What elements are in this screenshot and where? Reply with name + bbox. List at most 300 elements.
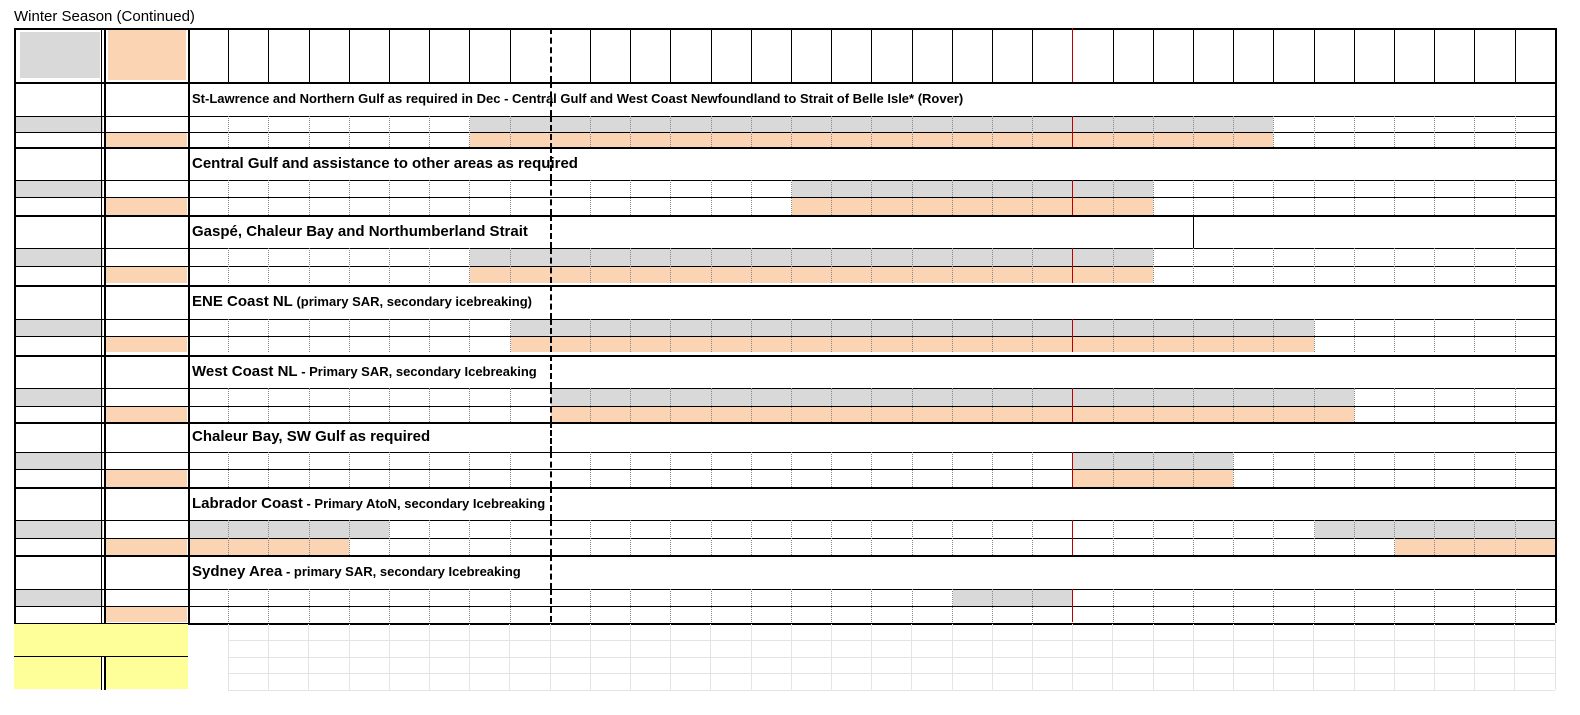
week-header [1153,28,1193,82]
jan-divider [550,422,552,452]
coast-guard-value-bg [105,607,187,622]
category-label [14,422,104,452]
week-divider [1394,520,1395,555]
week-divider [510,388,511,422]
week-divider [1233,520,1234,555]
week-header [912,28,952,82]
week-divider [1113,520,1114,555]
week-divider [1072,319,1073,352]
week-divider [1314,520,1315,555]
header-week-divider [550,28,552,82]
week-divider [349,388,350,422]
week-divider [630,520,631,555]
week-divider [912,589,913,622]
subrow-border [14,606,1555,607]
block-top-border [14,487,1555,489]
week-divider [1394,388,1395,422]
week-divider [349,319,350,352]
week-divider [711,180,712,215]
week-divider [1354,452,1355,487]
description-part: West Coast NL [192,362,298,380]
week-divider [268,520,269,555]
subrow-border [14,197,1555,198]
week-divider [1113,589,1114,622]
week-header [831,28,871,82]
week-divider [590,388,591,422]
description-part: Sydney Area [192,563,283,580]
block-top-border [14,555,1555,557]
week-divider [590,180,591,215]
header-week-divider [791,28,792,82]
blank-grid-line [228,690,1555,691]
week-divider [751,319,752,352]
week-divider [469,116,470,149]
week-divider [871,116,872,149]
header-week-divider [1394,28,1395,82]
subrow-border [14,336,1555,337]
week-divider [1434,388,1435,422]
week-divider [751,520,752,555]
week-divider [228,388,229,422]
week-divider [1434,248,1435,283]
week-divider [1434,520,1435,555]
jan-divider [550,215,552,248]
week-header [1032,28,1072,82]
industry-bar [189,521,389,538]
week-divider [1273,180,1274,215]
week-divider [1072,116,1073,149]
week-divider [992,452,993,487]
week-divider [309,248,310,283]
description-part: Gaspé, Chaleur Bay and Northumberland Strait [192,222,528,240]
coast-guard-value-bg [105,198,187,215]
row-description [192,495,545,513]
week-divider [268,589,269,622]
week-divider [1153,248,1154,283]
category-label [14,285,104,319]
header-week-divider [309,28,310,82]
week-divider [1394,319,1395,352]
week-divider [751,248,752,283]
week-divider [1193,116,1194,149]
week-divider [630,319,631,352]
week-header [1314,28,1354,82]
week-divider [389,180,390,215]
week-divider [228,248,229,283]
week-divider [992,589,993,622]
week-divider [349,248,350,283]
week-header [389,28,429,82]
header-week-divider [1072,28,1073,82]
total-col-divider [101,656,102,690]
week-header [871,28,911,82]
header-week-divider [912,28,913,82]
subrow-border [14,116,1555,117]
week-divider [1314,180,1315,215]
week-divider [630,116,631,149]
week-header [670,28,710,82]
description-part: (primary SAR, secondary icebreaking) [292,294,533,309]
week-divider [831,319,832,352]
week-divider [1032,180,1033,215]
week-divider [871,180,872,215]
week-divider [469,248,470,283]
week-divider [1153,452,1154,487]
week-divider [550,589,552,622]
category-label [14,355,104,388]
coast-guard-value-bg [105,337,187,352]
week-divider [268,319,269,352]
week-divider [1515,452,1516,487]
week-header [1474,28,1514,82]
week-divider [228,520,229,555]
industry-value-bg [15,590,103,606]
week-divider [429,520,430,555]
coast-guard-bar [792,198,1153,215]
week-divider [349,116,350,149]
week-divider [228,589,229,622]
week-divider [469,319,470,352]
block-top-border [14,215,1555,217]
week-divider [429,319,430,352]
week-divider [349,452,350,487]
week-divider [590,319,591,352]
week-divider [711,116,712,149]
week-divider [228,452,229,487]
week-divider [1273,248,1274,283]
week-divider [349,589,350,622]
week-divider [1153,319,1154,352]
jan-divider [550,147,552,180]
week-divider [1032,452,1033,487]
week-divider [1474,180,1475,215]
week-divider [711,388,712,422]
week-divider [871,388,872,422]
week-divider [268,180,269,215]
total-industry-bg [14,657,101,689]
total-col-divider [104,656,106,690]
week-divider [1233,388,1234,422]
week-divider [1314,589,1315,622]
week-divider [429,116,430,149]
week-divider [871,589,872,622]
week-divider [952,180,953,215]
week-divider [309,520,310,555]
week-divider [309,180,310,215]
week-divider [831,180,832,215]
coast-guard-bar [470,267,1152,283]
description-part: Labrador Coast [192,494,303,512]
category-label [14,487,104,520]
week-divider [1474,589,1475,622]
week-divider [510,180,511,215]
week-divider [1233,116,1234,149]
week-divider [670,116,671,149]
week-divider [1072,520,1073,555]
week-divider [912,116,913,149]
week-divider [751,452,752,487]
jan-divider [550,355,552,388]
week-divider [791,180,792,215]
week-divider [912,180,913,215]
week-divider [510,319,511,352]
week-divider [791,248,792,283]
week-header [188,28,228,82]
week-divider [1515,248,1516,283]
week-divider [711,452,712,487]
week-divider [831,116,832,149]
header-week-divider [228,28,229,82]
week-divider [711,520,712,555]
blank-grid-line [228,640,1555,641]
week-divider [550,116,552,149]
col-divider-inner [101,28,102,623]
week-divider [912,520,913,555]
week-divider [912,248,913,283]
week-divider [550,180,552,215]
week-divider [1354,180,1355,215]
week-divider [590,116,591,149]
week-divider [670,248,671,283]
page-title: Winter Season (Continued) [14,8,195,25]
header-week-divider [1354,28,1355,82]
week-divider [1193,248,1194,283]
week-divider [550,520,552,555]
description-part: ENE Coast NL [192,293,293,310]
week-divider [992,520,993,555]
week-divider [1193,520,1194,555]
week-divider [309,319,310,352]
header-week-divider [469,28,470,82]
week-divider [1474,452,1475,487]
week-divider [1394,589,1395,622]
week-divider [469,452,470,487]
subrow-border [14,132,1555,133]
header-week-divider [992,28,993,82]
subrow-border [14,452,1555,453]
industry-value-bg [15,181,103,197]
header-week-divider [952,28,953,82]
week-divider [992,319,993,352]
week-divider [1273,589,1274,622]
week-divider [1434,116,1435,149]
week-header [550,28,590,82]
row-description [192,428,430,446]
week-divider [1354,589,1355,622]
week-divider [1113,180,1114,215]
industry-value-bg [15,320,103,336]
week-divider [1273,520,1274,555]
week-divider [791,388,792,422]
industry-value-bg [15,453,103,469]
week-divider [1273,388,1274,422]
week-header [469,28,509,82]
description-part: - Primary AtoN, secondary Icebreaking [302,495,546,511]
subrow-border [14,180,1555,181]
week-divider [1113,452,1114,487]
industry-bar [953,590,1073,606]
week-divider [871,248,872,283]
industry-value-bg [15,521,103,538]
week-divider [831,248,832,283]
week-divider [952,116,953,149]
week-divider [992,116,993,149]
week-header [1072,28,1112,82]
subrow-border [14,388,1555,389]
jan-divider [550,555,552,589]
week-divider [510,520,511,555]
jan-divider [550,82,552,116]
week-divider [912,319,913,352]
blank-grid-line [228,673,1555,674]
week-divider [309,116,310,149]
total-label [14,624,188,656]
week-divider [992,388,993,422]
week-header [510,28,550,82]
week-header [228,28,268,82]
right-border [1555,28,1557,623]
week-divider [1434,319,1435,352]
week-divider [1354,116,1355,149]
week-divider [711,248,712,283]
industry-bar [470,249,1152,266]
week-divider [670,452,671,487]
week-divider [550,248,552,283]
week-divider [952,520,953,555]
week-divider [1032,248,1033,283]
week-header [1113,28,1153,82]
description-part: St-Lawrence and Northern Gulf as required in Dec - Central Gulf and West Coast Newfoundland to Strait of Belle Isle* (Rover) [192,91,964,106]
header-week-divider [751,28,752,82]
category-label [14,215,104,248]
week-divider [1394,452,1395,487]
week-divider [871,520,872,555]
header-week-divider [670,28,671,82]
week-divider [1233,452,1234,487]
week-divider [228,116,229,149]
week-divider [630,452,631,487]
week-header [1273,28,1313,82]
week-divider [751,116,752,149]
subrow-border [14,589,1555,590]
week-divider [349,180,350,215]
week-divider [268,388,269,422]
jan-divider [550,285,552,319]
week-divider [1072,589,1073,622]
subrow-border [14,406,1555,407]
week-divider [1314,452,1315,487]
week-header [349,28,389,82]
week-divider [1474,116,1475,149]
description-part: - primary SAR, secondary Icebreaking [282,564,521,579]
week-header [751,28,791,82]
header-top-border [14,28,1555,30]
week-divider [670,589,671,622]
week-divider [268,452,269,487]
week-divider [389,116,390,149]
week-divider [1153,180,1154,215]
week-divider [630,248,631,283]
week-divider [952,452,953,487]
coast-guard-value-bg [105,470,187,487]
week-divider [510,452,511,487]
week-divider [1233,180,1234,215]
row-description [192,563,521,581]
week-divider [1515,116,1516,149]
week-divider [429,452,430,487]
week-divider [1314,388,1315,422]
week-header [309,28,349,82]
header-week-divider [1233,28,1234,82]
week-divider [1072,248,1073,283]
week-divider [590,520,591,555]
week-divider [630,589,631,622]
week-divider [1233,319,1234,352]
week-divider [1515,388,1516,422]
row-description [192,363,537,381]
week-divider [1515,180,1516,215]
week-divider [1394,248,1395,283]
total-cg-bg [105,657,188,689]
week-divider [1113,116,1114,149]
week-divider [429,248,430,283]
block-top-border [14,355,1555,357]
week-divider [510,116,511,149]
col-divider [188,28,190,623]
header-week-divider [1314,28,1315,82]
row-description [192,223,528,241]
week-divider [1153,520,1154,555]
week-divider [1153,589,1154,622]
header-week-divider [831,28,832,82]
week-header [711,28,751,82]
week-divider [751,589,752,622]
week-divider [1314,319,1315,352]
week-header [429,28,469,82]
week-divider [389,589,390,622]
category-label [14,82,104,116]
note-box-edge [1193,215,1194,248]
week-divider [1515,589,1516,622]
week-divider [791,116,792,149]
subrow-border [14,538,1555,539]
week-divider [1032,520,1033,555]
week-divider [1434,180,1435,215]
table-bottom-border [14,623,1555,625]
week-divider [349,520,350,555]
week-divider [871,452,872,487]
week-divider [1273,319,1274,352]
week-divider [1233,589,1234,622]
week-divider [510,248,511,283]
week-divider [1193,319,1194,352]
subrow-border [14,248,1555,249]
header-week-divider [1474,28,1475,82]
week-divider [630,388,631,422]
week-divider [952,589,953,622]
header-week-divider [1273,28,1274,82]
week-divider [952,319,953,352]
week-divider [429,388,430,422]
blank-grid-line [228,657,1555,658]
subrow-border [14,266,1555,267]
industry-value-bg [15,389,103,406]
header-week-divider [1032,28,1033,82]
week-divider [952,248,953,283]
week-header [1434,28,1474,82]
week-divider [1032,388,1033,422]
coast-guard-value-bg [105,267,187,283]
